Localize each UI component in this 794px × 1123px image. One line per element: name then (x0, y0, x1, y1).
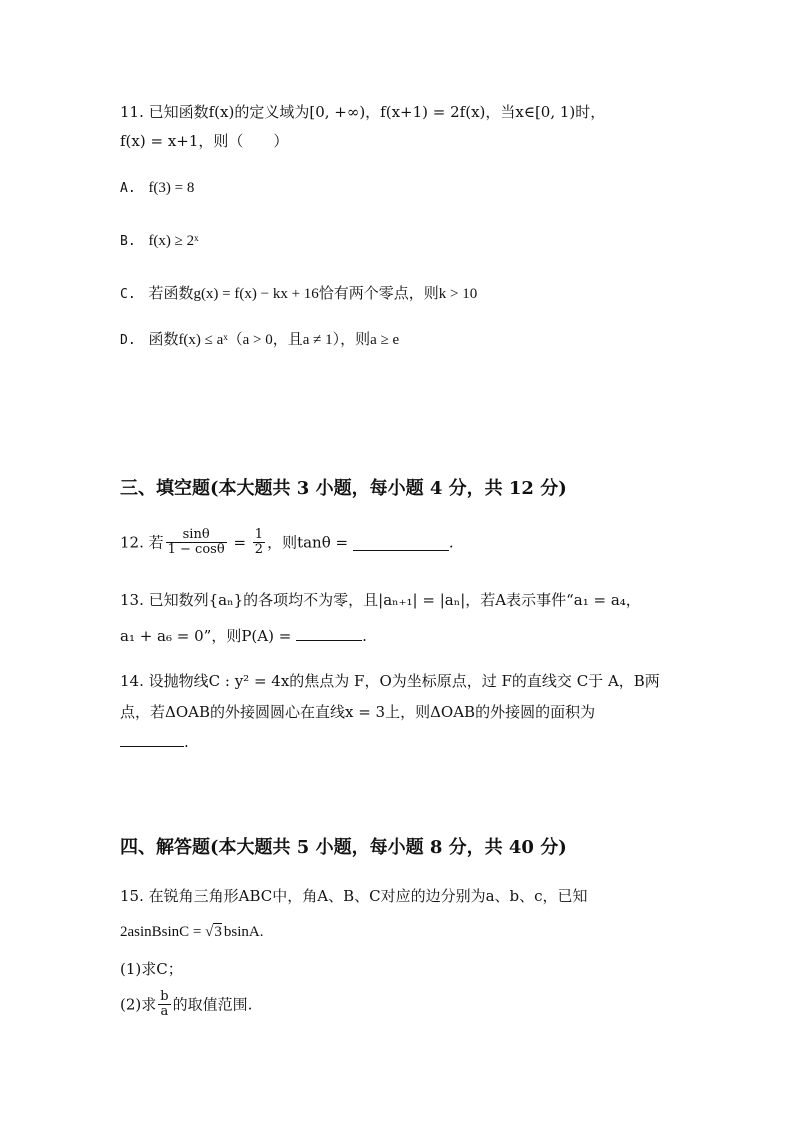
q15-part2-fraction (158, 990, 170, 1019)
option-c-text: 若函数g(x) = f(x) − kx + 16恰有两个零点，则k > 10 (148, 286, 478, 302)
q12-frac-den: 1 − cosθ (167, 542, 225, 557)
q12-half (253, 528, 265, 557)
q14-line3 (120, 730, 189, 752)
q15-line2-pre: 2asinBsinC = (120, 924, 206, 940)
q15-part2-pre: (2)求 (120, 995, 157, 1014)
q11-option-a (120, 177, 194, 199)
option-b-text: f(x) ≥ 2ˣ (148, 233, 199, 249)
q11-option-c (120, 283, 477, 305)
section-4-heading: 四、解答题(本大题共 5 小题，每小题 8 分，共 40 分) (120, 837, 567, 858)
q13-line1 (120, 590, 641, 610)
q13-line1-text: 13. 已知数列{aₙ}的各项均不为零，且|aₙ₊₁| = |aₙ|，若A表示事件“a₁ = a₄， (120, 591, 641, 609)
sqrt-symbol: √ (205, 924, 214, 940)
q15-line1 (120, 886, 588, 906)
q14-line2 (120, 702, 595, 722)
q12 (120, 528, 454, 568)
q15-part1 (120, 959, 183, 979)
q15-frac-num: b (160, 989, 169, 1004)
q11-line1-text: 11. 已知函数f(x)的定义域为[0, +∞)，f(x+1) = 2f(x)，当x∈[0, 1)时， (120, 103, 606, 121)
q12-half-num: 1 (254, 527, 264, 542)
option-a-label: A. (120, 181, 136, 196)
q12-fraction (166, 528, 227, 557)
q11-stem-line2 (120, 131, 288, 151)
q12-half-den: 2 (254, 542, 264, 557)
q13-end: . (362, 627, 367, 645)
q15-part1-text: (1)求C； (120, 960, 183, 978)
q15-line2 (120, 922, 263, 942)
q12-suffix: ，则tanθ = (267, 533, 353, 552)
q12-answer-blank[interactable] (353, 534, 449, 551)
q14-line2-text: 点，若ΔOAB的外接圆圆心在直线x = 3上，则ΔOAB的外接圆的面积为 (120, 703, 596, 721)
q14-line1 (120, 671, 660, 691)
q14-answer-blank[interactable] (120, 730, 184, 747)
q14-end: . (184, 733, 189, 751)
q11-option-d (120, 329, 399, 351)
option-b-label: B. (120, 234, 136, 249)
q11-stem-line1 (120, 102, 605, 122)
section-3-heading: 三、填空题(本大题共 3 小题，每小题 4 分，共 12 分) (120, 478, 567, 499)
q12-equals: = (228, 533, 251, 552)
option-a-text: f(3) = 8 (148, 180, 195, 196)
q15-line1-text: 15. 在锐角三角形ABC中，角A、B、C对应的边分别为a、b、c，已知 (120, 887, 588, 905)
q15-frac-den: a (160, 1004, 169, 1019)
option-d-label: D. (120, 333, 136, 348)
q14-line1-text: 14. 设抛物线C : y² = 4x的焦点为 F，O为坐标原点，过 F的直线交 C于 A，B两 (120, 672, 660, 690)
sqrt-argument: 3 (214, 924, 222, 940)
q13-answer-blank[interactable] (296, 624, 362, 641)
option-d-text: 函数f(x) ≤ aˣ（a > 0，且a ≠ 1），则a ≥ e (148, 332, 400, 348)
q12-end: . (448, 533, 454, 552)
q15-line2-post: bsinA. (223, 924, 264, 940)
option-c-label: C. (120, 287, 136, 302)
q13-line2-text: a₁ + a₆ = 0”，则P(A) = (120, 627, 297, 645)
q12-prefix: 12. 若 (120, 533, 164, 552)
q12-frac-num: sinθ (166, 528, 227, 543)
q15-part2-post: 的取值范围. (172, 995, 253, 1014)
q11-option-b (120, 230, 199, 252)
q13-line2 (120, 624, 367, 646)
q15-part2 (120, 990, 252, 1030)
q11-line2-text: f(x) = x+1，则（ ） (120, 132, 289, 150)
